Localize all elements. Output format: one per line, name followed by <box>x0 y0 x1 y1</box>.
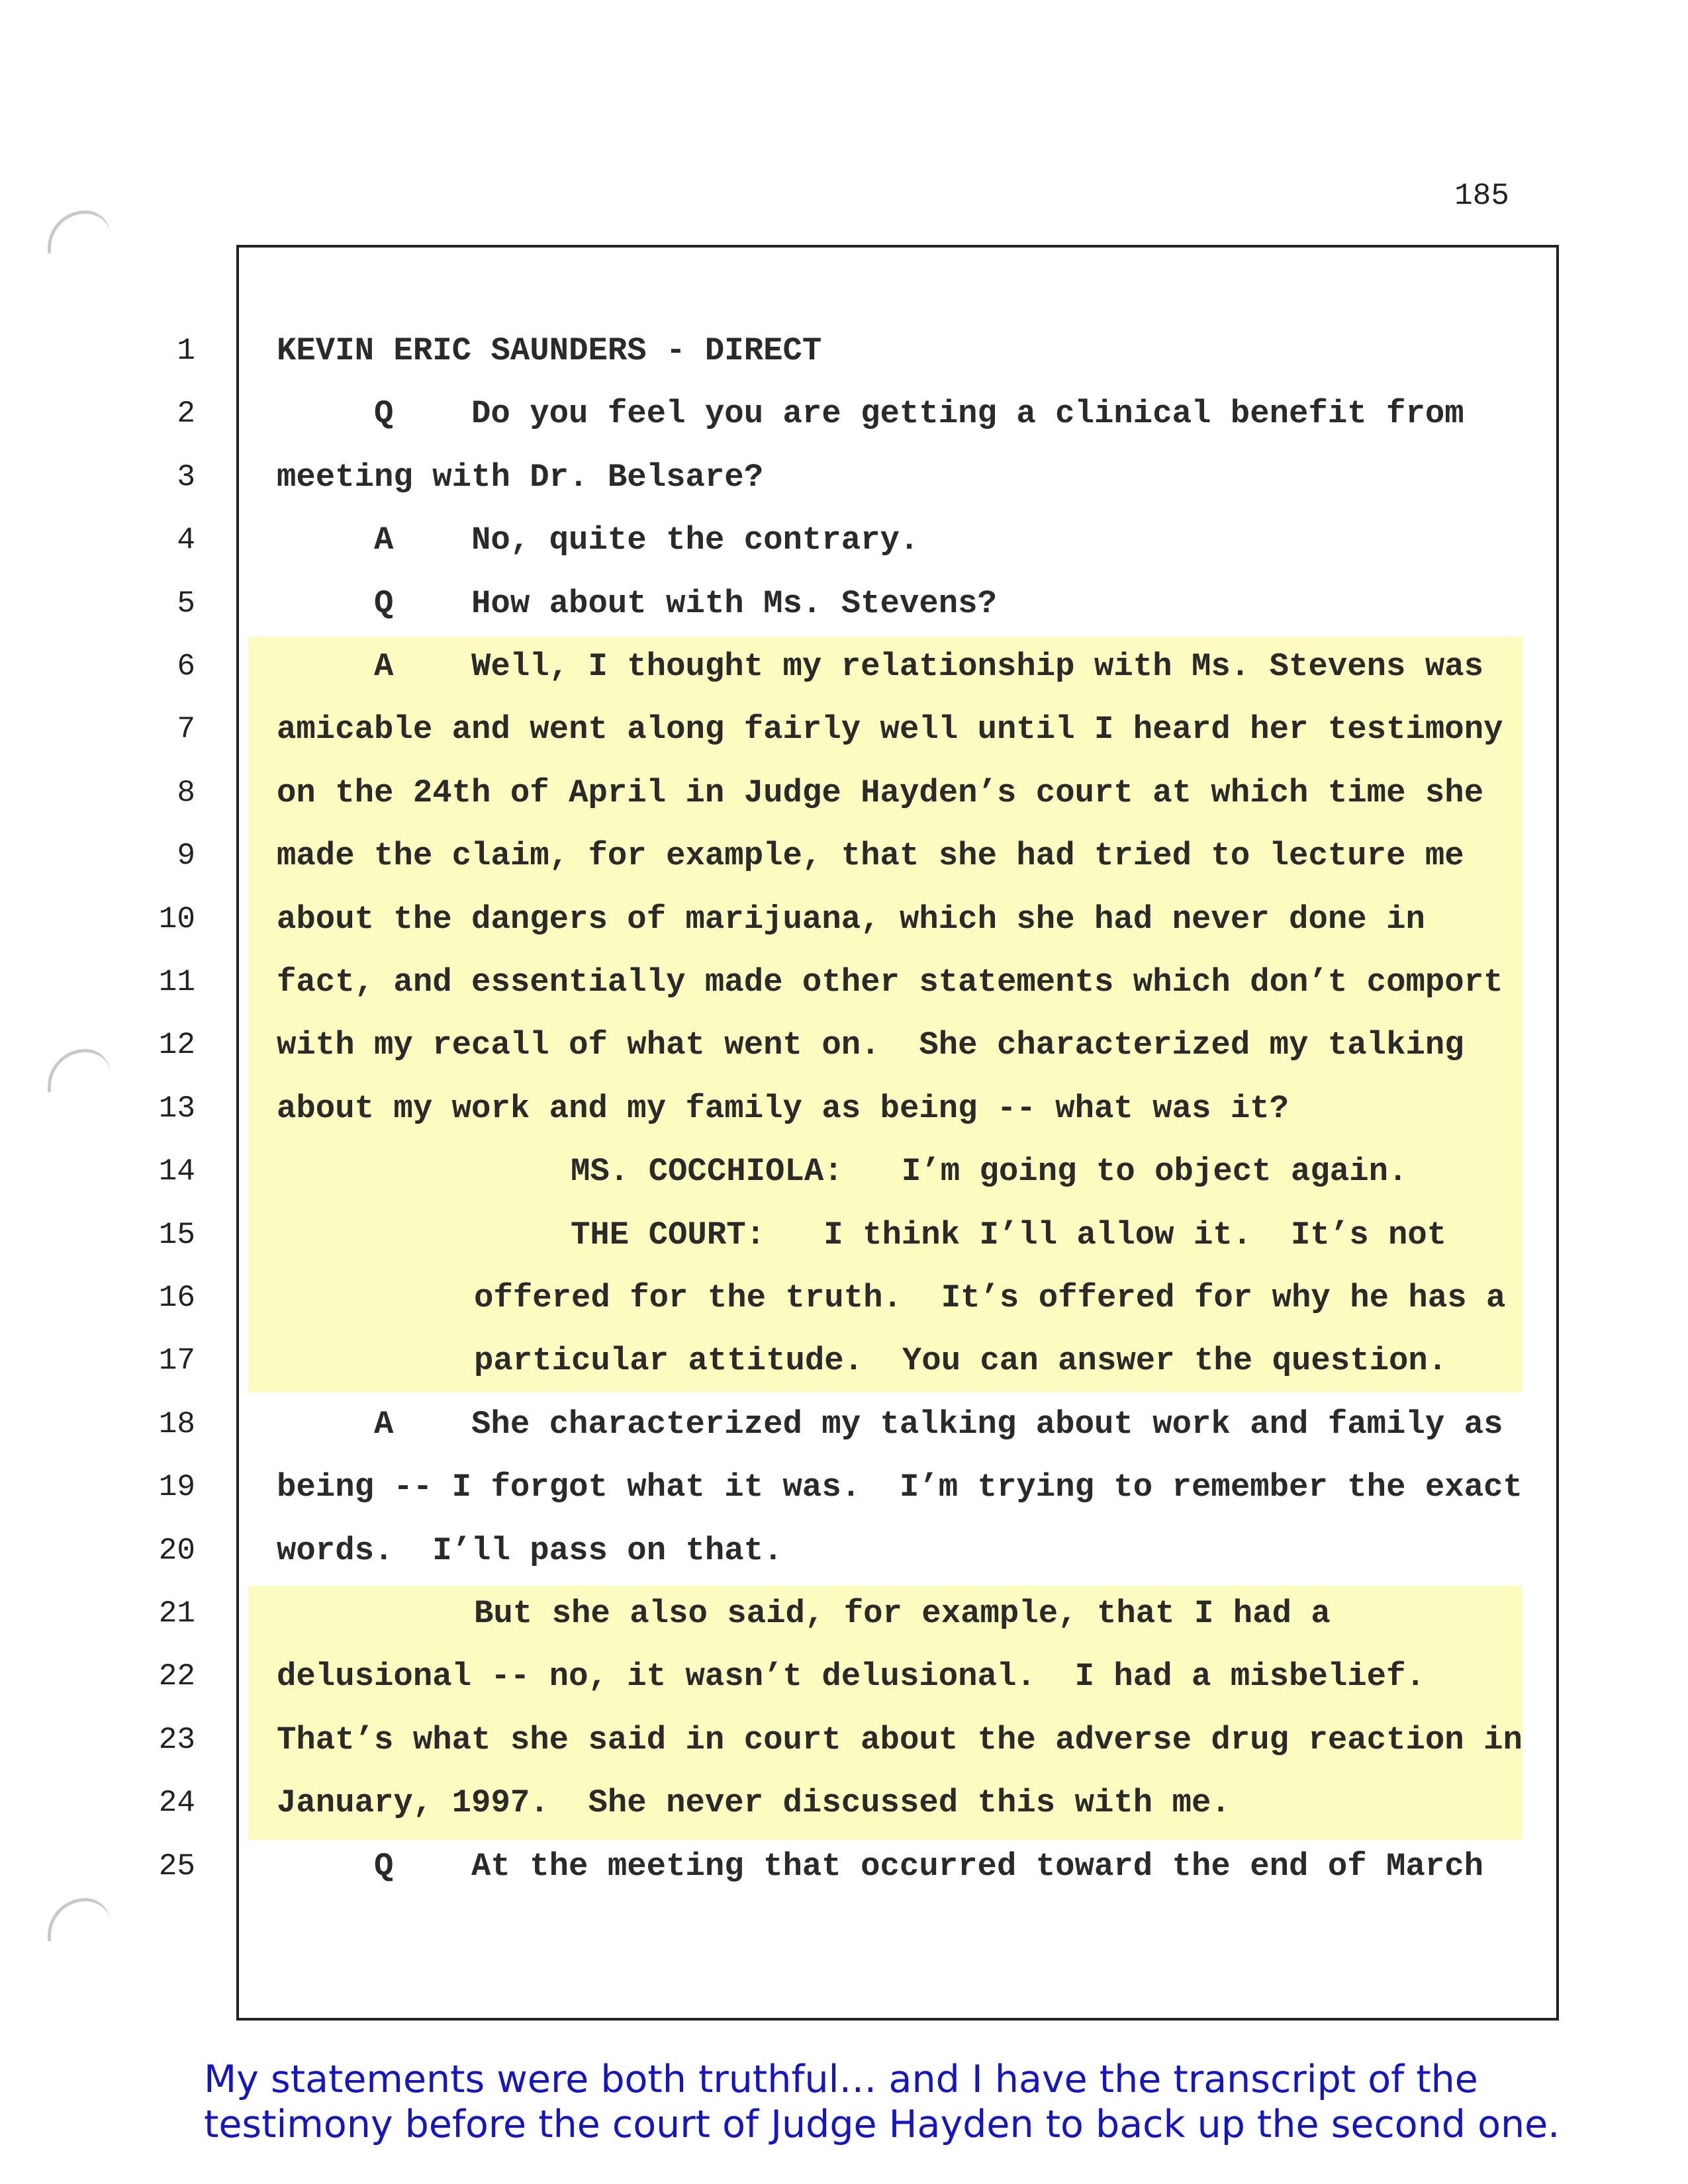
line-number: 22 <box>158 1659 195 1694</box>
annotation-line-1: My statements were both truthful… and I have the transcript of the <box>204 2058 1478 2101</box>
line-number: 1 <box>177 334 195 368</box>
line-text: That’s what she said in court about the adverse drug reaction in <box>277 1721 1523 1758</box>
transcript-line <box>0 331 1688 394</box>
line-text: fact, and essentially made other statements which don’t comport <box>277 964 1503 1001</box>
line-text: But she also said, for example, that I had a <box>474 1595 1331 1632</box>
annotation-line-2: testimony before the court of Judge Hayden to back up the second one. <box>204 2103 1560 2146</box>
page-number: 185 <box>1454 179 1509 213</box>
line-number: 9 <box>177 839 195 874</box>
line-text: MS. COCCHIOLA: I’m going to object again. <box>571 1153 1408 1191</box>
transcript-line <box>0 1215 1688 1278</box>
transcript-line <box>0 899 1688 962</box>
transcript-line <box>0 1720 1688 1783</box>
line-text: particular attitude. You can answer the question. <box>474 1342 1448 1380</box>
transcript-line <box>0 1089 1688 1152</box>
line-number: 13 <box>158 1091 195 1126</box>
line-number: 20 <box>158 1533 195 1568</box>
line-number: 4 <box>177 523 195 558</box>
line-number: 23 <box>158 1722 195 1757</box>
line-text: A No, quite the contrary. <box>374 522 919 559</box>
line-number: 11 <box>158 965 195 999</box>
transcript-line <box>0 1467 1688 1530</box>
line-text: THE COURT: I think I’ll allow it. It’s not <box>571 1216 1447 1253</box>
line-number: 18 <box>158 1406 195 1441</box>
line-text: KEVIN ERIC SAUNDERS - DIRECT <box>277 332 822 369</box>
line-number: 25 <box>158 1848 195 1884</box>
line-number: 6 <box>177 649 195 684</box>
transcript-line <box>0 1846 1688 1909</box>
line-text: Q Do you feel you are getting a clinical benefit from <box>374 395 1464 433</box>
line-text: meeting with Dr. Belsare? <box>277 458 764 496</box>
line-number: 12 <box>158 1028 195 1063</box>
transcript-line <box>0 520 1688 583</box>
line-number: 3 <box>177 459 195 494</box>
binder-hole-top <box>48 210 111 253</box>
line-text: A She characterized my talking about work and family as <box>374 1405 1503 1443</box>
line-text: being -- I forgot what it was. I’m trying to remember the exact <box>277 1469 1523 1506</box>
line-text: with my recall of what went on. She characterized my talking <box>277 1026 1464 1064</box>
transcript-line <box>0 457 1688 520</box>
transcript-line <box>0 1341 1688 1404</box>
line-text: A Well, I thought my relationship with Ms. Stevens was <box>374 648 1484 685</box>
transcript-line <box>0 1531 1688 1594</box>
transcript-line <box>0 1594 1688 1657</box>
transcript-line <box>0 836 1688 899</box>
line-text: January, 1997. She never discussed this with me. <box>277 1784 1231 1822</box>
transcript-line <box>0 1278 1688 1341</box>
line-number: 21 <box>158 1596 195 1631</box>
line-text: Q How about with Ms. Stevens? <box>374 584 997 622</box>
transcript-line <box>0 1657 1688 1719</box>
transcript-line <box>0 647 1688 709</box>
line-text: made the claim, for example, that she had tried to lecture me <box>277 837 1464 875</box>
line-number: 10 <box>158 901 195 936</box>
line-number: 24 <box>158 1786 195 1821</box>
line-text: about the dangers of marijuana, which she had never done in <box>277 900 1425 938</box>
line-number: 2 <box>177 396 195 432</box>
line-text: delusional -- no, it wasn’t delusional. I had a misbelief. <box>277 1658 1425 1696</box>
transcript-line <box>0 773 1688 836</box>
annotation-note <box>204 2057 1660 2147</box>
transcript-line <box>0 1152 1688 1214</box>
line-text: words. I’ll pass on that. <box>277 1531 783 1569</box>
transcript-line <box>0 1783 1688 1846</box>
transcript-line <box>0 1404 1688 1467</box>
transcript-line <box>0 962 1688 1025</box>
transcript-line <box>0 394 1688 457</box>
line-text: offered for the truth. It’s offered for why he has a <box>474 1279 1506 1316</box>
transcript-line <box>0 1025 1688 1088</box>
line-text: amicable and went along fairly well until I heard her testimony <box>277 711 1503 749</box>
line-number: 5 <box>177 586 195 621</box>
line-text: about my work and my family as being -- what was it? <box>277 1089 1289 1127</box>
line-number: 17 <box>158 1343 195 1379</box>
line-number: 7 <box>177 712 195 747</box>
line-number: 16 <box>158 1281 195 1315</box>
line-text: on the 24th of April in Judge Hayden’s court at which time she <box>277 774 1484 811</box>
line-number: 8 <box>177 775 195 810</box>
transcript-line <box>0 584 1688 647</box>
line-number: 19 <box>158 1470 195 1505</box>
transcript-line <box>0 709 1688 772</box>
line-number: 15 <box>158 1217 195 1252</box>
line-text: Q At the meeting that occurred toward the end of March <box>374 1847 1484 1885</box>
line-number: 14 <box>158 1154 195 1189</box>
